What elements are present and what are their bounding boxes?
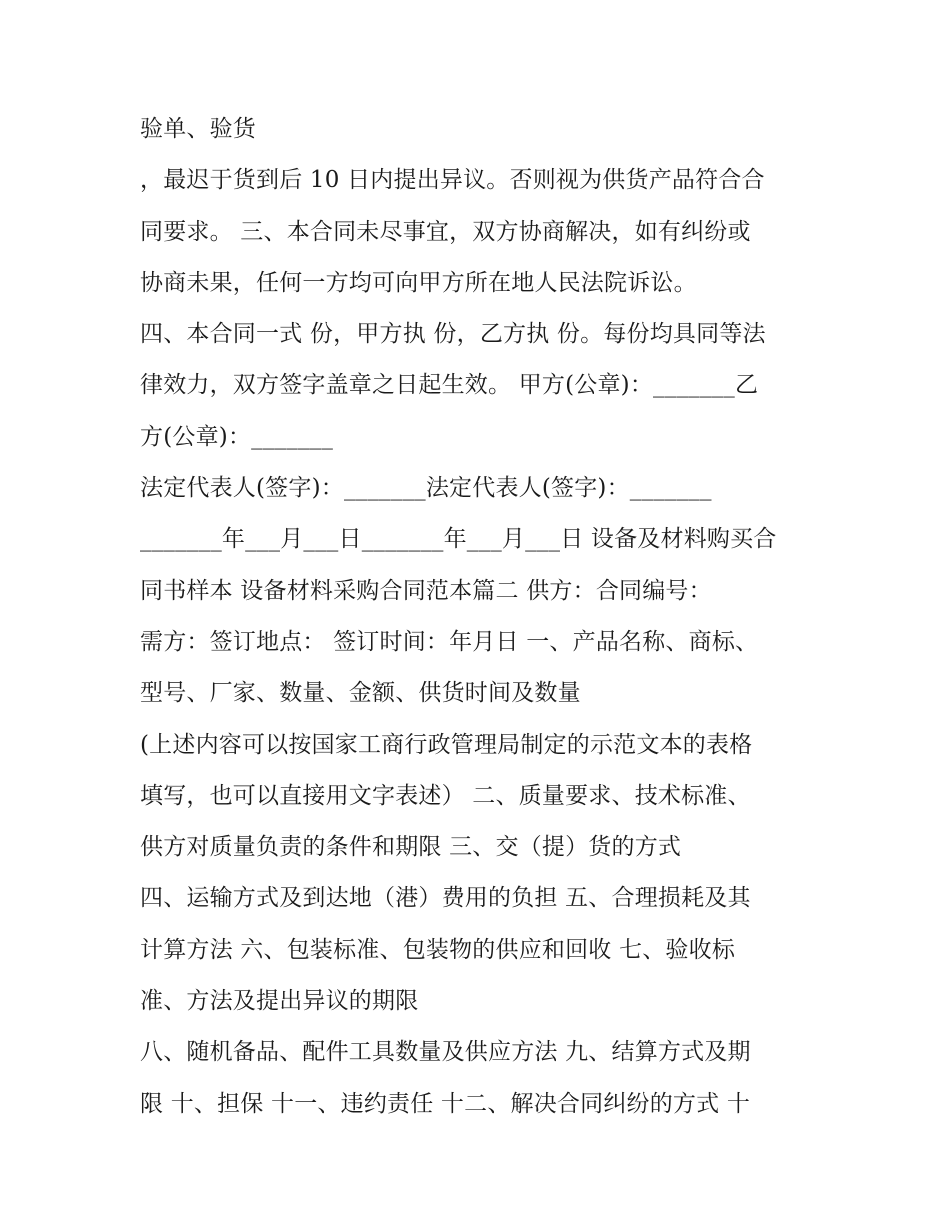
text-line: 填写，也可以直接用文字表述） 二、质量要求、技术标准、: [140, 782, 751, 809]
text-line: 方(公章)：_______: [140, 423, 334, 450]
text-line: 型号、厂家、数量、金额、供货时间及数量: [140, 680, 581, 707]
text-line: 同要求。 三、本合同未尽事宜，双方协商解决，如有纠纷或: [140, 218, 751, 245]
text-line: 律效力，双方签字盖章之日起生效。 甲方(公章)：_______乙: [140, 372, 759, 399]
text-line: 供方对质量负责的条件和期限 三、交（提）货的方式: [140, 834, 682, 861]
contract-body-text: [140, 109, 820, 1135]
text-line: 准、方法及提出异议的期限: [140, 988, 419, 1015]
text-line: 八、随机备品、配件工具数量及供应方法 九、结算方式及期: [140, 1039, 751, 1066]
text-line: (上述内容可以按国家工商行政管理局制定的示范文本的表格: [140, 731, 753, 758]
text-line: 法定代表人(签字)：_______法定代表人(签字)：_______: [140, 475, 712, 502]
text-line: 同书样本 设备材料采购合同范本篇二 供方：合同编号：: [140, 577, 712, 604]
text-line: 四、本合同一式 份，甲方执 份，乙方执 份。每份均具同等法: [140, 321, 766, 348]
text-line: 需方：签订地点： 签订时间：年月日 一、产品名称、商标、: [140, 628, 759, 655]
text-line: ，最迟于货到后 10 日内提出异议。否则视为供货产品符合合: [140, 167, 765, 194]
text-line: _______年___月___日_______年___月___日 设备及材料购买合: [140, 526, 777, 553]
text-line: 协商未果，任何一方均可向甲方所在地人民法院诉讼。: [140, 269, 697, 296]
text-line: 计算方法 六、包装标准、包装物的供应和回收 七、验收标: [140, 936, 736, 963]
text-line: 四、运输方式及到达地（港）费用的负担 五、合理损耗及其: [140, 885, 751, 912]
text-line: 限 十、担保 十一、违约责任 十二、解决合同纠纷的方式 十: [140, 1090, 751, 1117]
text-line: 验单、验货: [140, 116, 256, 142]
